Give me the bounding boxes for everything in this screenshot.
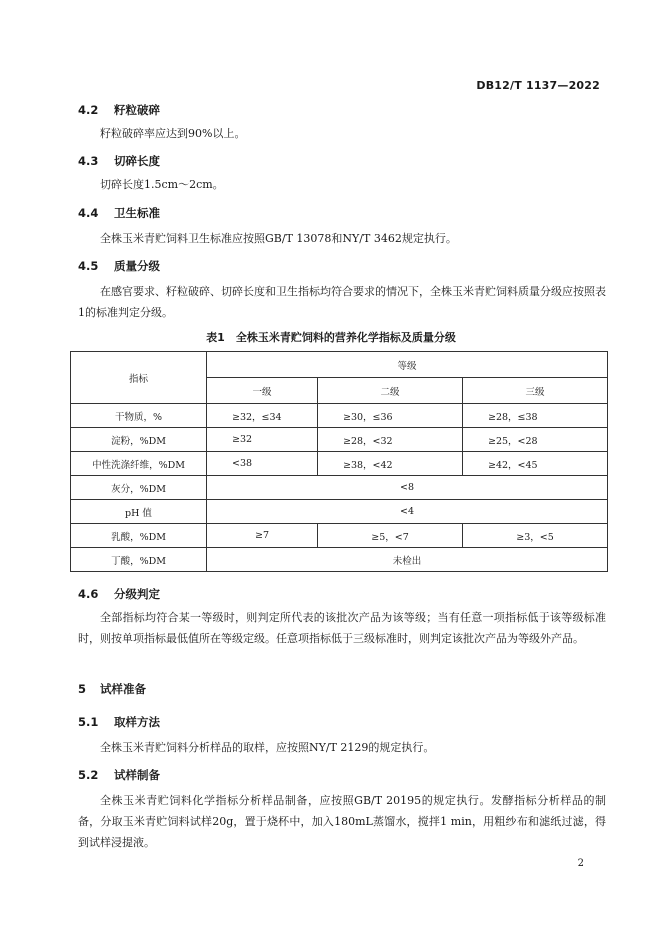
heading-5-2 [78, 767, 160, 783]
cell-grade-3: ≥28，≤38 [463, 404, 608, 428]
cell-grade-1: ≥32 [207, 428, 318, 452]
section-number: 4.6 [78, 587, 99, 601]
table-row [71, 476, 608, 500]
paragraph-4-2: 籽粒破碎率应达到90%以上。 [100, 127, 246, 140]
cell-grade-2: ≥30，≤36 [318, 404, 463, 428]
section-title: 卫生标准 [114, 206, 160, 220]
table-row [71, 524, 608, 548]
paragraph-5-1: 全株玉米青贮饲料分析样品的取样，应按照NY/T 2129的规定执行。 [100, 741, 435, 754]
paragraph-4-3: 切碎长度1.5cm～2cm。 [100, 178, 224, 191]
table-row [71, 548, 608, 572]
heading-4-3 [78, 153, 160, 169]
row-label: 乳酸，%DM [71, 524, 207, 548]
heading-4-2 [78, 102, 160, 118]
row-label: 中性洗涤纤维，%DM [71, 452, 207, 476]
paragraph-4-6: 全部指标均符合某一等级时，则判定所代表的该批次产品为该等级；当有任意一项指标低于该等级标准时，则按单项指标最低值所在等级定级。任意项指标低于三级标准时，则判定该批次产品为等级外产品。 [78, 611, 606, 645]
section-number: 5.2 [78, 768, 99, 782]
document-code: DB12/T 1137—2022 [476, 79, 600, 92]
cell-merged: <4 [207, 500, 608, 524]
section-number: 4.2 [78, 103, 99, 117]
table-row [71, 452, 608, 476]
header-grade: 等级 [207, 352, 608, 378]
heading-4-6 [78, 586, 160, 602]
header-grade-3: 三级 [463, 378, 608, 404]
table-row [71, 404, 608, 428]
grading-table [70, 351, 608, 572]
cell-grade-3: ≥3，<5 [463, 524, 608, 548]
row-label: 干物质，% [71, 404, 207, 428]
paragraph-4-5: 在感官要求、籽粒破碎、切碎长度和卫生指标均符合要求的情况下，全株玉米青贮饲料质量分级应按照表1的标准判定分级。 [78, 285, 606, 319]
table-row [71, 500, 608, 524]
section-number: 5.1 [78, 715, 99, 729]
cell-merged: 未检出 [207, 548, 608, 572]
table-header-row [71, 352, 608, 378]
cell-grade-2: ≥28，<32 [318, 428, 463, 452]
cell-grade-2: ≥5，<7 [318, 524, 463, 548]
heading-5 [78, 681, 146, 697]
header-grade-1: 一级 [207, 378, 318, 404]
cell-merged: <8 [207, 476, 608, 500]
section-number: 4.4 [78, 206, 99, 220]
cell-grade-1: <38 [207, 452, 318, 476]
cell-grade-3: ≥42，<45 [463, 452, 608, 476]
cell-grade-1: ≥32，≤34 [207, 404, 318, 428]
page-number: 2 [577, 858, 584, 869]
section-number: 4.5 [78, 259, 99, 273]
paragraph-4-4: 全株玉米青贮饲料卫生标准应按照GB/T 13078和NY/T 3462规定执行。 [100, 232, 457, 245]
table-caption: 表1 全株玉米青贮饲料的营养化学指标及质量分级 [206, 331, 456, 344]
heading-5-1 [78, 714, 160, 730]
cell-grade-1: ≥7 [207, 524, 318, 548]
section-title: 分级判定 [114, 587, 160, 601]
heading-4-5 [78, 258, 160, 274]
row-label: 灰分，%DM [71, 476, 207, 500]
section-title: 籽粒破碎 [114, 103, 160, 117]
row-label: pH 值 [71, 500, 207, 524]
section-title: 试样制备 [114, 768, 160, 782]
section-title: 切碎长度 [114, 154, 160, 168]
section-title: 取样方法 [114, 715, 160, 729]
section-number: 4.3 [78, 154, 99, 168]
row-label: 淀粉，%DM [71, 428, 207, 452]
section-title: 质量分级 [114, 259, 160, 273]
cell-grade-3: ≥25，<28 [463, 428, 608, 452]
section-title: 试样准备 [100, 682, 146, 696]
header-grade-2: 二级 [318, 378, 463, 404]
row-label: 丁酸，%DM [71, 548, 207, 572]
header-index: 指标 [71, 352, 207, 404]
section-number: 5 [78, 682, 87, 696]
paragraph-5-2: 全株玉米青贮饲料化学指标分析样品制备，应按照GB/T 20195的规定执行。发酵指标分析样品的制备，分取玉米青贮饲料试样20g，置于烧杯中，加入180mL蒸馏水，搅拌1 min，用粗纱布和滤纸过滤，得到试样浸提液。 [78, 794, 606, 849]
table-row [71, 428, 608, 452]
heading-4-4 [78, 205, 160, 221]
cell-grade-2: ≥38，<42 [318, 452, 463, 476]
